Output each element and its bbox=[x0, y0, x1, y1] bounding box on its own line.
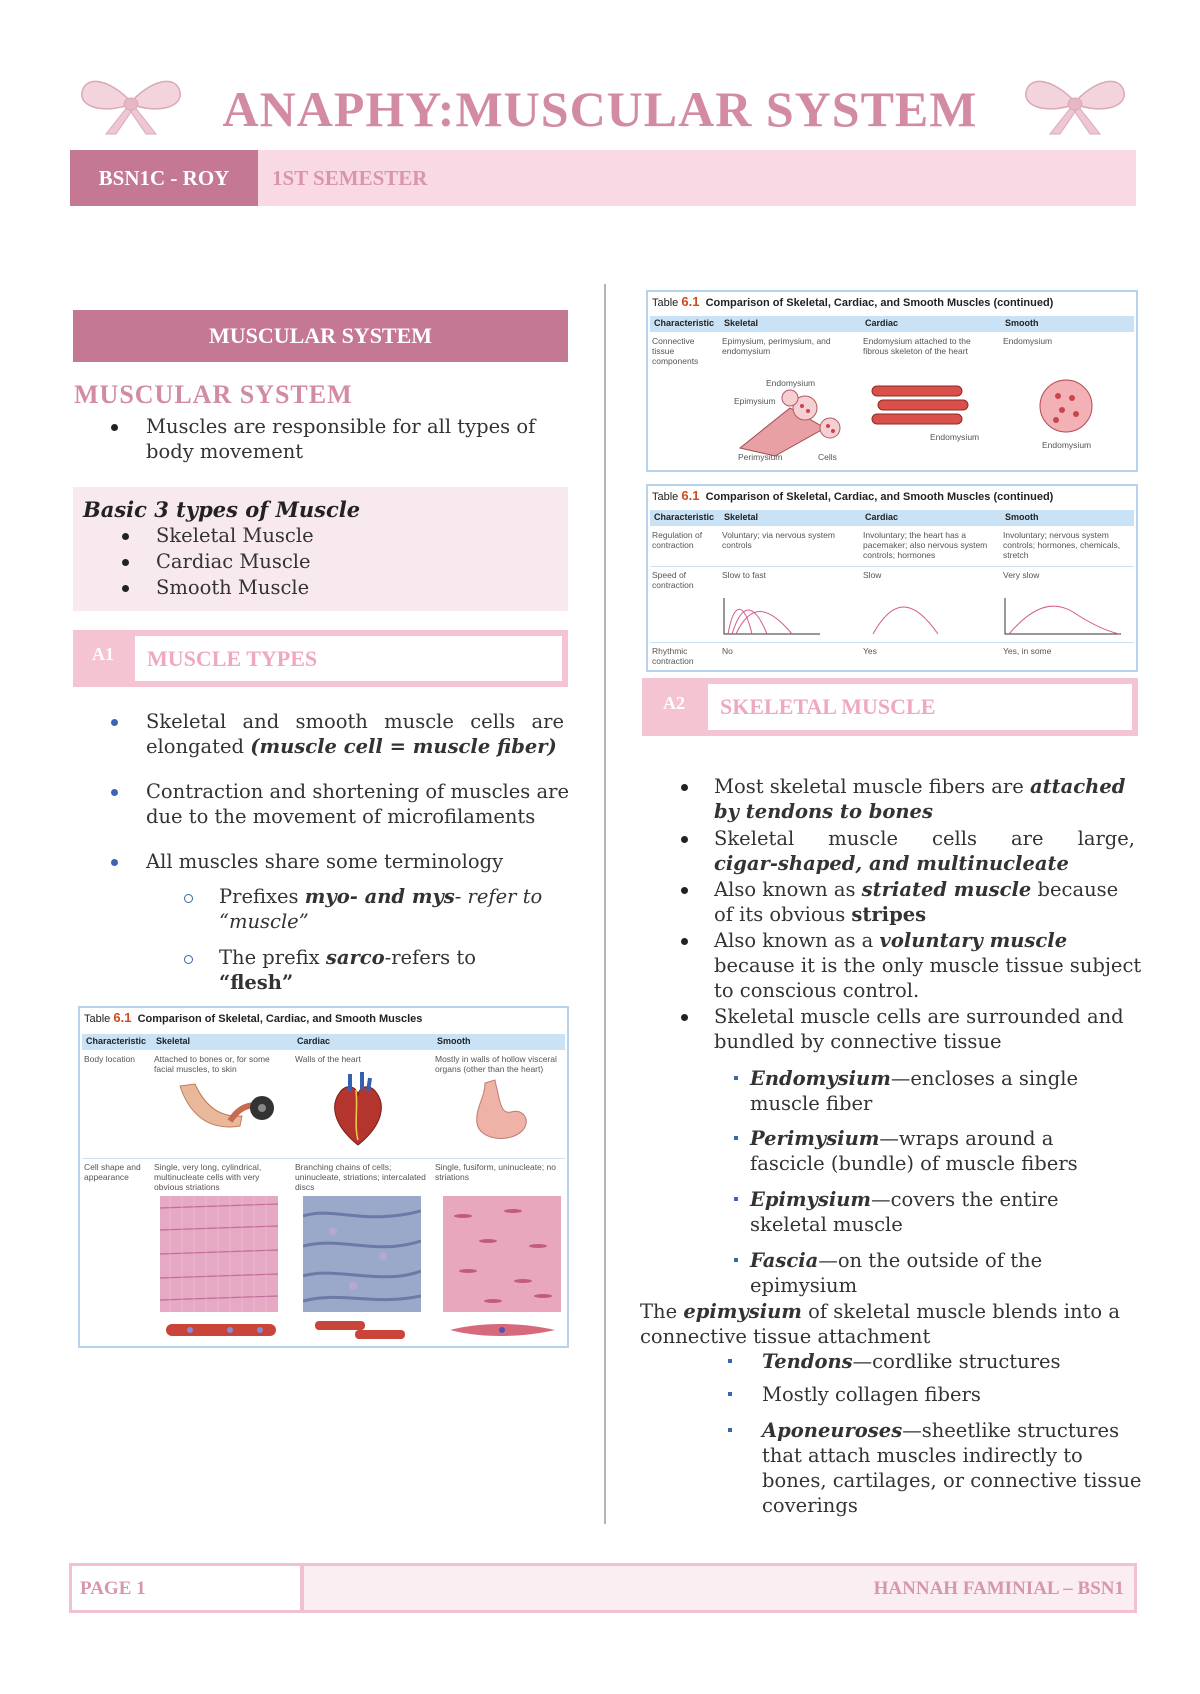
blend-line: connective tissue attachment bbox=[640, 1325, 931, 1348]
voluntary-line: because it is the only muscle tissue subject bbox=[714, 954, 1142, 977]
bullet-icon bbox=[122, 559, 129, 566]
table-cell: Endomysium bbox=[1003, 336, 1053, 346]
table-cell: Very slow bbox=[1003, 570, 1040, 580]
table-cell: Branching chains of cells; uninucleate, striations; intercalated discs bbox=[295, 1162, 426, 1192]
endomysium-line: Endomysium—encloses a single bbox=[750, 1067, 1078, 1090]
table-divider bbox=[650, 642, 1134, 643]
section-badge: A2 bbox=[663, 693, 685, 713]
epimysium-line: Epimysium—covers the entire bbox=[750, 1188, 1059, 1211]
cardiac-micrograph bbox=[303, 1196, 421, 1312]
epimysium-line: skeletal muscle bbox=[750, 1213, 903, 1236]
bow-ribbon-icon bbox=[1020, 74, 1130, 136]
prefix-myo-line: Prefixes myo- and mys- refer to bbox=[219, 885, 543, 908]
smooth-twitch-curve bbox=[1003, 596, 1123, 636]
bullet-icon bbox=[111, 719, 118, 726]
table-cell: Yes, in some bbox=[1003, 646, 1052, 656]
table-cell: Slow bbox=[863, 570, 882, 580]
figure-label: Epimysium bbox=[734, 396, 776, 406]
table-cell: Connective tissue components bbox=[652, 336, 699, 366]
heart-illustration bbox=[328, 1070, 388, 1150]
attached-line: Most skeletal muscle fibers are attached bbox=[714, 775, 1126, 798]
surrounded-line: bundled by connective tissue bbox=[714, 1030, 1002, 1053]
bullet-icon bbox=[111, 424, 118, 431]
aponeuroses-line: coverings bbox=[762, 1494, 858, 1517]
page-number: PAGE 1 bbox=[80, 1578, 146, 1599]
table-cell: Yes bbox=[863, 646, 877, 656]
skeletal-twitch-curve bbox=[722, 596, 822, 636]
connective-tissue-table-figure bbox=[646, 290, 1138, 472]
fascia-line: Fascia—on the outside of the bbox=[750, 1249, 1043, 1272]
intro-line-1: Muscles are responsible for all types of bbox=[146, 415, 536, 438]
terminology-line: All muscles share some terminology bbox=[146, 850, 504, 873]
voluntary-line: Also known as a voluntary muscle bbox=[714, 929, 1068, 952]
table-cell: Body location bbox=[84, 1054, 136, 1064]
surrounded-line: Skeletal muscle cells are surrounded and bbox=[714, 1005, 1124, 1028]
stomach-illustration bbox=[465, 1078, 535, 1148]
sub-bullet-icon bbox=[734, 1076, 738, 1080]
type-item: Cardiac Muscle bbox=[156, 550, 311, 573]
table-cell: Speed of contraction bbox=[652, 570, 694, 590]
smooth-micrograph bbox=[443, 1196, 561, 1312]
striated-line: of its obvious stripes bbox=[714, 903, 927, 926]
table-cell: Cell shape and appearance bbox=[84, 1162, 141, 1182]
bullet-icon bbox=[681, 1014, 688, 1021]
attached-line: by tendons to bones bbox=[714, 800, 933, 823]
figure-label: Endomysium bbox=[1042, 440, 1092, 450]
type-item: Smooth Muscle bbox=[156, 576, 310, 599]
contraction-line: due to the movement of microfilaments bbox=[146, 805, 536, 828]
sub-bullet-icon bbox=[734, 1136, 738, 1140]
table-cell: No bbox=[722, 646, 733, 656]
cardiac-fibers-illustration bbox=[870, 382, 970, 432]
author-label: HANNAH FAMINIAL – BSN1 bbox=[873, 1578, 1124, 1599]
cigar-shaped-line: cigar-shaped, and multinucleate bbox=[714, 852, 1069, 875]
endomysium-line: muscle fiber bbox=[750, 1092, 873, 1115]
smooth-muscle-cross-section bbox=[1038, 378, 1094, 434]
perimysium-line: Perimysium—wraps around a bbox=[750, 1127, 1054, 1150]
section-title: SKELETAL MUSCLE bbox=[708, 684, 1132, 730]
prefix-sarco-line: “flesh” bbox=[219, 971, 294, 994]
table-cell: Involuntary; nervous system controls; hormones, chemicals, stretch bbox=[1003, 530, 1121, 560]
tendons-line: Tendons—cordlike structures bbox=[762, 1350, 1061, 1373]
striated-line: Also known as striated muscle because bbox=[714, 878, 1119, 901]
sub-bullet-icon bbox=[734, 1197, 738, 1201]
table-cell: Voluntary; via nervous system controls bbox=[722, 530, 835, 550]
table-header-row: Characteristic Skeletal Cardiac Smooth bbox=[650, 316, 1134, 332]
bullet-icon bbox=[681, 784, 688, 791]
muscle-types-title: Basic 3 types of Muscle bbox=[83, 497, 361, 522]
arm-muscle-illustration bbox=[170, 1076, 280, 1146]
bullet-icon bbox=[681, 887, 688, 894]
table-divider bbox=[650, 566, 1134, 567]
section-badge: A1 bbox=[92, 644, 114, 664]
figure-title: Table 6.1 Comparison of Skeletal, Cardiac, and Smooth Muscles (continued) bbox=[652, 294, 1054, 309]
figure-title: Table 6.1 Comparison of Skeletal, Cardiac, and Smooth Muscles (continued) bbox=[652, 488, 1054, 503]
semester-label: 1ST SEMESTER bbox=[272, 166, 428, 190]
aponeuroses-line: Aponeuroses—sheetlike structures bbox=[762, 1419, 1120, 1442]
sub-bullet-icon bbox=[728, 1392, 732, 1396]
figure-label: Endomysium bbox=[766, 378, 816, 388]
table-cell: Rhythmic contraction bbox=[652, 646, 694, 666]
sub-bullet-icon bbox=[184, 894, 193, 903]
muscle-cell-drawings bbox=[160, 1318, 560, 1342]
table-cell: Attached to bones or, for some facial muscles, to skin bbox=[154, 1054, 270, 1074]
bullet-icon bbox=[681, 938, 688, 945]
table-cell: Epimysium, perimysium, and endomysium bbox=[722, 336, 831, 356]
sub-bullet-icon bbox=[728, 1428, 732, 1432]
bullet-icon bbox=[111, 789, 118, 796]
prefix-sarco-line: The prefix sarco-refers to bbox=[219, 946, 476, 969]
bullet-icon bbox=[681, 836, 688, 843]
section-banner: MUSCULAR SYSTEM bbox=[73, 310, 568, 362]
sub-bullet-icon bbox=[728, 1359, 732, 1363]
bullet-icon bbox=[122, 585, 129, 592]
table-cell: Slow to fast bbox=[722, 570, 766, 580]
figure-label: Endomysium bbox=[930, 432, 980, 442]
prefix-myo-line: “muscle” bbox=[219, 910, 309, 933]
page-title: ANAPHY:MUSCULAR SYSTEM bbox=[222, 81, 978, 137]
comparison-table-figure bbox=[78, 1006, 569, 1348]
bullet-icon bbox=[122, 533, 129, 540]
section-heading: MUSCULAR SYSTEM bbox=[74, 380, 353, 409]
figure-title: Table 6.1 Comparison of Skeletal, Cardiac, and Smooth Muscles bbox=[84, 1010, 423, 1025]
aponeuroses-line: that attach muscles indirectly to bbox=[762, 1444, 1083, 1467]
muscle-types-line: Skeletal and smooth muscle cells are bbox=[146, 710, 564, 733]
table-cell: Walls of the heart bbox=[295, 1054, 361, 1064]
sub-bullet-icon bbox=[184, 955, 193, 964]
sub-bullet-icon bbox=[734, 1258, 738, 1262]
column-divider bbox=[604, 284, 606, 1524]
table-cell: Involuntary; the heart has a pacemaker; also nervous system controls; hormones bbox=[863, 530, 988, 560]
figure-label: Perimysium bbox=[738, 452, 783, 462]
table-cell: Regulation of contraction bbox=[652, 530, 703, 550]
intro-line-2: body movement bbox=[146, 440, 304, 463]
table-divider bbox=[82, 1158, 565, 1159]
collagen-line: Mostly collagen fibers bbox=[762, 1383, 981, 1406]
table-cell: Single, fusiform, uninucleate; no striations bbox=[435, 1162, 556, 1182]
table-cell: Endomysium attached to the fibrous skeleton of the heart bbox=[863, 336, 971, 356]
fascia-line: epimysium bbox=[750, 1274, 858, 1297]
contraction-table-figure bbox=[646, 484, 1138, 672]
table-header-row: Characteristic Skeletal Cardiac Smooth bbox=[82, 1034, 565, 1050]
class-label: BSN1C - ROY bbox=[70, 150, 258, 206]
voluntary-line: to conscious control. bbox=[714, 979, 920, 1002]
aponeuroses-line: bones, cartilages, or connective tissue bbox=[762, 1469, 1142, 1492]
perimysium-line: fascicle (bundle) of muscle fibers bbox=[750, 1152, 1078, 1175]
figure-label: Cells bbox=[818, 452, 837, 462]
table-header-row: Characteristic Skeletal Cardiac Smooth bbox=[650, 510, 1134, 526]
contraction-line: Contraction and shortening of muscles are bbox=[146, 780, 570, 803]
cardiac-twitch-curve bbox=[863, 596, 963, 636]
bullet-icon bbox=[111, 859, 118, 866]
skeletal-fascicle-illustration bbox=[730, 378, 860, 458]
section-title: MUSCLE TYPES bbox=[135, 636, 562, 681]
cigar-shaped-line: Skeletal muscle cells are large, bbox=[714, 827, 1135, 850]
skeletal-micrograph bbox=[160, 1196, 278, 1312]
table-cell: Single, very long, cylindrical, multinucleate cells with very obvious striations bbox=[154, 1162, 262, 1192]
muscle-types-line: elongated (muscle cell = muscle fiber) bbox=[146, 735, 557, 758]
type-item: Skeletal Muscle bbox=[156, 524, 314, 547]
blend-line: The epimysium of skeletal muscle blends into a bbox=[640, 1300, 1120, 1323]
table-cell: Mostly in walls of hollow visceral organs (other than the heart) bbox=[435, 1054, 557, 1074]
